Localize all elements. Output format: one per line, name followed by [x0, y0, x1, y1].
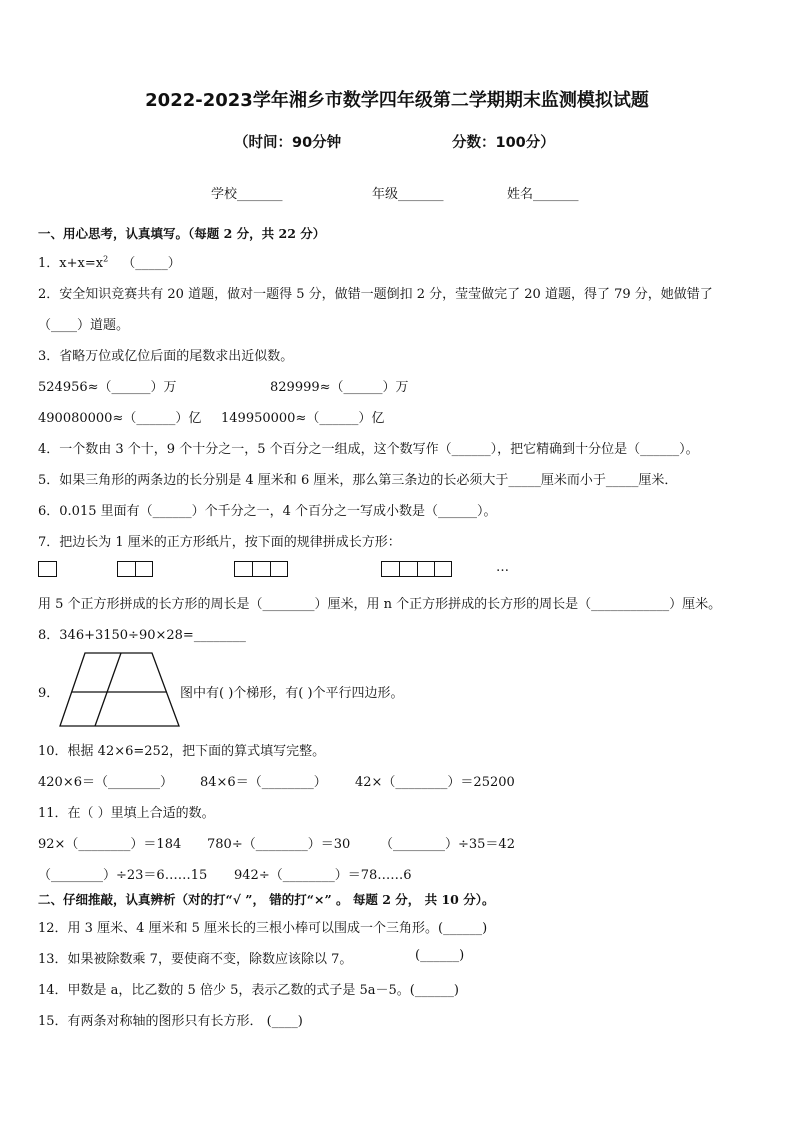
- pattern-3-squares: [234, 561, 288, 577]
- question-2-line1: 2．安全知识竞赛共有 20 道题，做对一题得 5 分，做错一题倒扣 2 分，莹莹做完了 20 道题，得了 79 分，她做错了: [38, 287, 713, 302]
- question-11e: 942÷（________）＝78……6: [234, 868, 412, 883]
- question-14: 14．甲数是 a，比乙数的 5 倍少 5，表示乙数的式子是 5a－5。(______): [38, 983, 459, 998]
- name-field: 姓名_______: [507, 187, 579, 202]
- question-1: [38, 252, 181, 271]
- pattern-1-square: [38, 561, 57, 577]
- pattern-ellipsis: …: [496, 560, 509, 575]
- question-6: 6．0.015 里面有（______）个千分之一，4 个百分之一写成小数是（______）。: [38, 504, 497, 519]
- question-9-number: 9．: [38, 686, 60, 701]
- q1-blank: （_____）: [122, 256, 181, 271]
- question-3c: 490080000≈（______）亿: [38, 411, 202, 426]
- grade-field: 年级_______: [372, 187, 444, 202]
- exam-title: 2022-2023学年湘乡市数学四年级第二学期期末监测模拟试题: [145, 90, 649, 111]
- question-8: 8．346+3150÷90×28=________: [38, 628, 246, 643]
- exam-time: （时间：90分钟: [234, 135, 342, 151]
- question-3-intro: 3．省略万位或亿位后面的尾数求出近似数。: [38, 349, 294, 364]
- question-10c: 42×（________）＝25200: [355, 775, 515, 790]
- q1-superscript: 2: [103, 254, 109, 264]
- question-11c: （________）÷35＝42: [380, 837, 515, 852]
- question-11-intro: 11．在（ ）里填上合适的数。: [38, 806, 215, 821]
- question-15: 15．有两条对称轴的图形只有长方形． (____): [38, 1014, 303, 1029]
- section2-heading: 二、仔细推敲，认真辨析（对的打“√ ”， 错的打“×” 。 每题 2 分， 共 10 分）。: [38, 892, 495, 907]
- question-10b: 84×6＝（________）: [200, 775, 327, 790]
- school-field: 学校_______: [211, 187, 283, 202]
- question-7-intro: 7．把边长为 1 厘米的正方形纸片，按下面的规律拼成长方形：: [38, 535, 401, 550]
- question-2-line2: （____）道题。: [38, 318, 130, 333]
- pattern-4-squares: [381, 561, 452, 577]
- question-13: 13．如果被除数乘 7，要使商不变，除数应该除以 7。: [38, 952, 353, 967]
- question-9-text: 图中有( )个梯形，有( )个平行四边形。: [180, 686, 404, 701]
- question-4: 4．一个数由 3 个十，9 个十分之一，5 个百分之一组成，这个数写作（______），把它精确到十分位是（______）。: [38, 442, 699, 457]
- section1-heading: 一、用心思考，认真填写。（每题 2 分，共 22 分）: [38, 226, 326, 241]
- q1-text: 1．x+x=x: [38, 256, 104, 271]
- question-11b: 780÷（________）＝30: [207, 837, 351, 852]
- question-11d: （________）÷23＝6……15: [38, 868, 208, 883]
- question-12: 12．用 3 厘米、4 厘米和 5 厘米长的三根小棒可以围成一个三角形。(______): [38, 921, 488, 936]
- question-3d: 149950000≈（______）亿: [221, 411, 385, 426]
- question-13-blank: (______): [415, 948, 465, 963]
- question-3a: 524956≈（______）万: [38, 380, 177, 395]
- trapezoid-outline: [60, 653, 179, 726]
- question-5: 5．如果三角形的两条边的长分别是 4 厘米和 6 厘米，那么第三条边的长必须大于_____厘米而小于_____厘米．: [38, 473, 678, 488]
- question-3b: 829999≈（______）万: [270, 380, 409, 395]
- trapezoid-slant-line: [95, 653, 121, 726]
- question-11a: 92×（________）＝184: [38, 837, 182, 852]
- trapezoid-figure: [58, 650, 184, 730]
- question-10-intro: 10．根据 42×6=252，把下面的算式填写完整。: [38, 744, 326, 759]
- pattern-2-squares: [117, 561, 153, 577]
- question-7-line2: 用 5 个正方形拼成的长方形的周长是（________）厘米，用 n 个正方形拼成的长方形的周长是（____________）厘米。: [38, 597, 722, 612]
- exam-score: 分数：100分）: [452, 135, 555, 151]
- question-10a: 420×6＝（________）: [38, 775, 173, 790]
